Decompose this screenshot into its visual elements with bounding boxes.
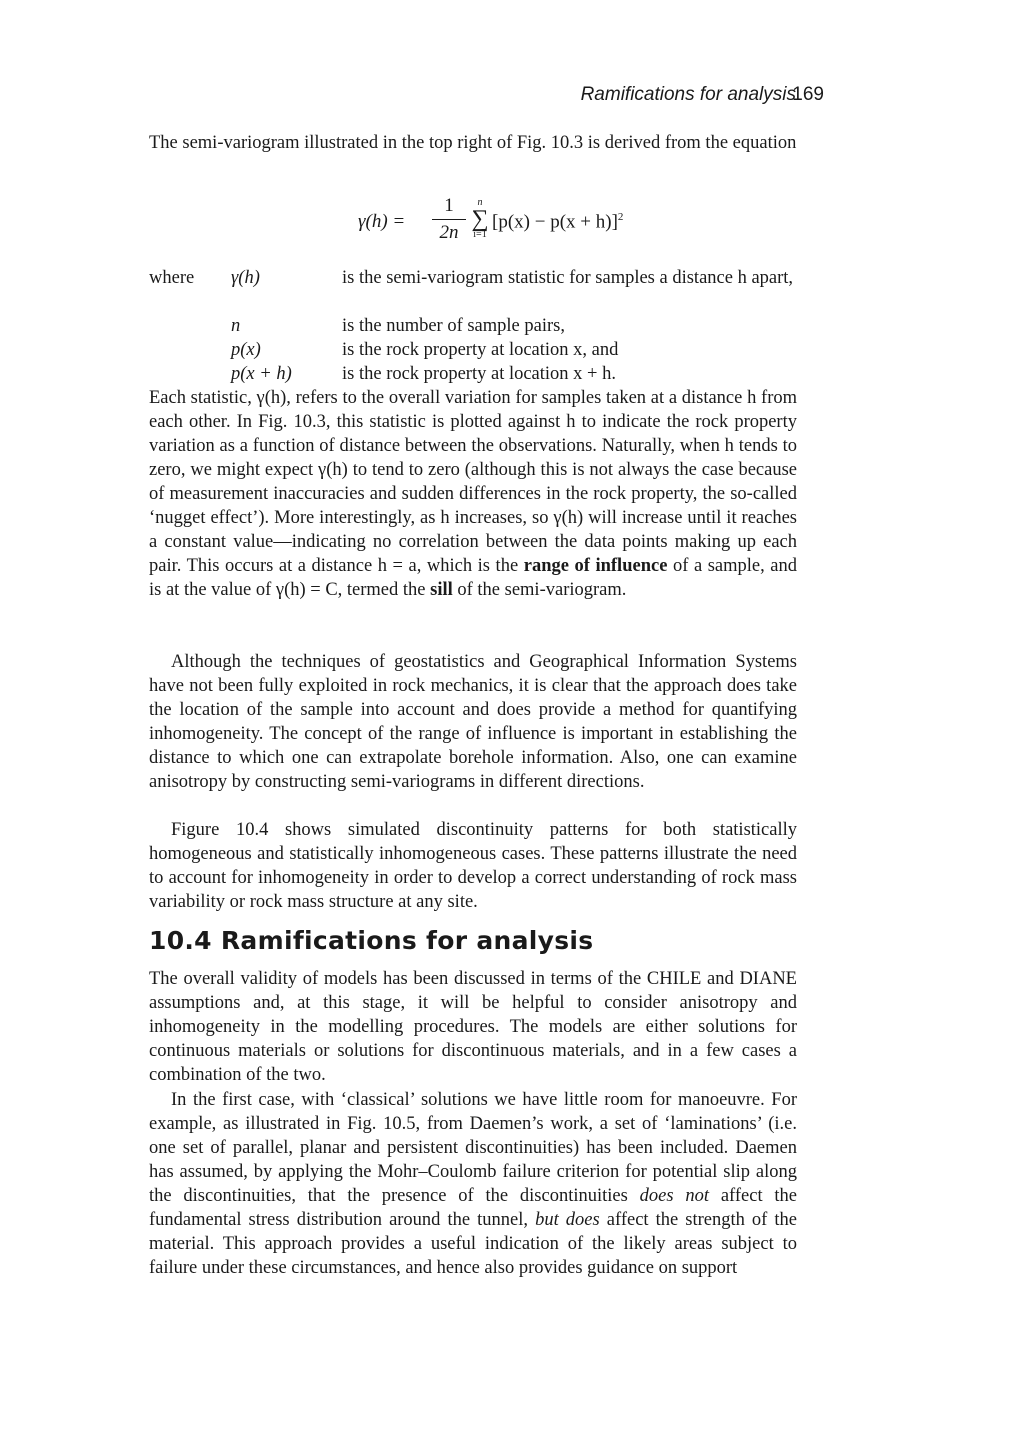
definition-row (149, 266, 809, 314)
definition-symbol: p(x + h) (231, 364, 292, 384)
term-range-of-influence: range of influence (523, 556, 668, 576)
where-label: where (149, 268, 195, 288)
emphasis-but-does: but does (535, 1210, 600, 1230)
sigma-glyph: ∑ (471, 206, 489, 232)
definition-row (149, 314, 809, 338)
equation-exponent: 2 (617, 211, 624, 223)
definition-symbol: p(x) (231, 340, 261, 360)
term-sill: sill (430, 580, 453, 600)
definition-symbol: γ(h) (231, 268, 260, 288)
definitions-list (149, 266, 809, 386)
intro-paragraph: The semi-variogram illustrated in the top right of Fig. 10.3 is derived from the equation (149, 133, 797, 153)
paragraph-model-validity: The overall validity of models has been discussed in terms of the CHILE and DIANE assumptions and, at this stage, it will be helpful to consider anisotropy and inhomogeneity in the modelling procedures. The models are either solutions for continuous materials or solutions for discontinuous materials, and in a few cases a combination of the two. (149, 969, 797, 1085)
definition-symbol: n (231, 316, 241, 336)
definition-description: is the rock property at location x, and (342, 340, 619, 360)
fraction-numerator: 1 (444, 195, 454, 216)
running-title: Ramifications for analysis (580, 84, 796, 105)
paragraph-figure-10-4: Figure 10.4 shows simulated discontinuity patterns for both statistically homogeneous and statistically inhomogeneous cases. These patterns illustrate the need to account for inhomogeneity in order to develop a correct understanding of rock mass variability or rock mass structure at any site. (149, 820, 797, 912)
definition-row (149, 362, 809, 386)
definition-row (149, 338, 809, 362)
summation-symbol (470, 198, 490, 240)
page-number: 169 (792, 84, 824, 105)
semi-variogram-equation (358, 192, 658, 256)
fraction-bar (432, 219, 466, 220)
paragraph-classical-solutions: In the first case, with ‘classical’ solutions we have little room for manoeuvre. For example, as illustrated in Fig. 10.5, from Daemen’s work, a set of ‘laminations’ (i.e. one set of parallel, planar and persistent discontinuities) has been included. Daemen has assumed, by applying the Mohr–Coulomb failure criterion for potential slip along the discontinuities, that the presence of the discontinuities does not affect the fundamental stress distribution around the tunnel, but does affect the strength of the material. This approach provides a useful indication of the likely areas subject to failure under these circumstances, and hence also provides guidance on support (149, 1090, 798, 1278)
equation-lhs: γ(h) = (358, 211, 406, 232)
emphasis-does-not: does not (639, 1186, 710, 1206)
definition-description: is the rock property at location x + h. (342, 364, 616, 384)
fraction-denominator: 2n (439, 222, 459, 244)
definition-description: is the semi-variogram statistic for samples a distance h apart, (342, 268, 794, 288)
equation-fraction (432, 196, 466, 243)
sum-lower-limit: i=1 (473, 229, 487, 240)
paragraph-semivariogram-statistic: Each statistic, γ(h), refers to the overall variation for samples taken at a distance h from each other. In Fig. 10.3, this statistic is plotted against h to indicate the rock property variation as a function of distance between the observations. Naturally, when h tends to zero, we might expect γ(h) to tend to zero (although this is not always the case because of measurement inaccuracies and sudden differences in the rock property, the so-called ‘nugget effect’). More interestingly, as h increases, so γ(h) will increase until it reaches a constant value—indicating no correlation between the data points making up each pair. This occurs at a distance h = a, which is the range of influence of a sample, and is at the value of γ(h) = C, termed the sill of the semi-variogram. (149, 388, 798, 600)
definition-description: is the number of sample pairs, (342, 316, 565, 336)
sum-upper-limit: n (477, 197, 483, 208)
equation-rhs: $[p(x) - p(x + h)]^2$ (492, 211, 624, 233)
paragraph-geostatistics: Although the techniques of geostatistics and Geographical Information Systems have not been fully exploited in rock mechanics, it is clear that the approach does take the location of the sample into account and does provide a method for quantifying inhomogeneity. The concept of the range of influence is important in establishing the distance to which one can extrapolate borehole information. Also, one can examine anisotropy by constructing semi-variograms in different directions. (149, 652, 797, 792)
section-heading: 10.4 Ramifications for analysis (149, 926, 594, 955)
